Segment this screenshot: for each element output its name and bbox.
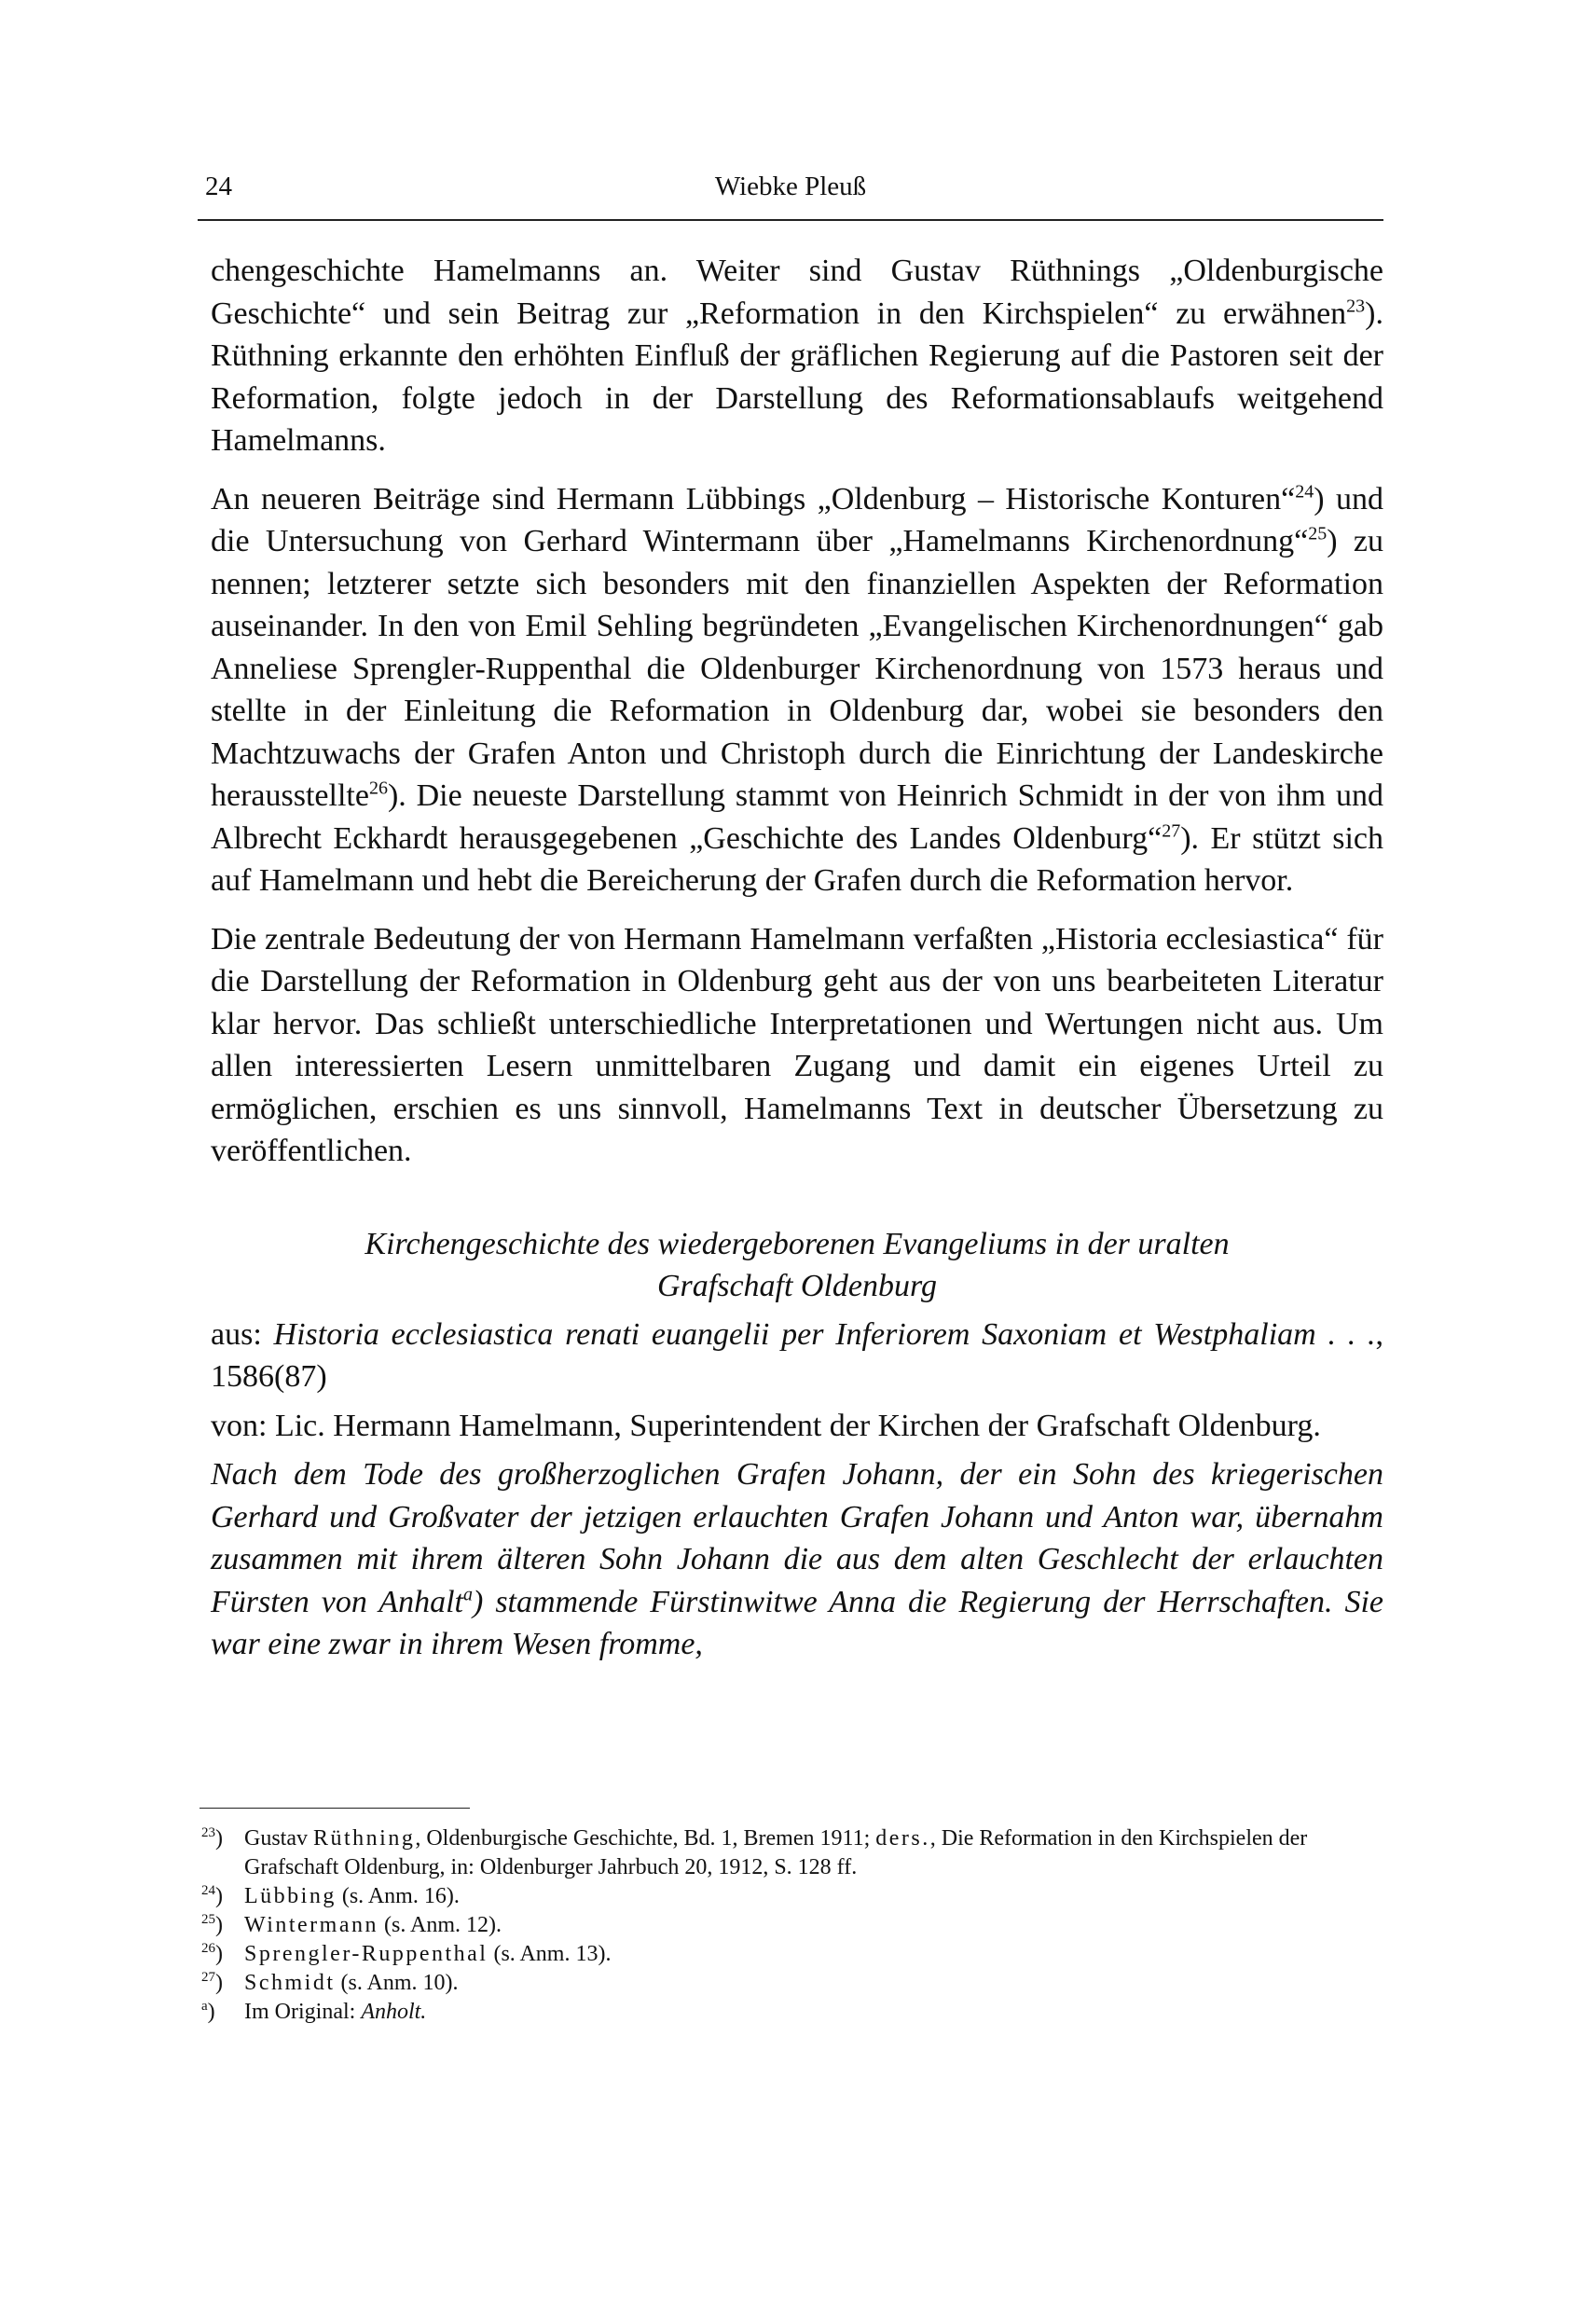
- running-title: Wiebke Pleuß: [714, 172, 867, 201]
- footnote-23: $^{23}$) Gustav Rüthning, Oldenburgische Geschichte, Bd. 1, Bremen 1911; ders., Die Reformation in den Kirchspielen der Grafschaft Oldenburg, in: Oldenburger Jahrbuch 20, 1912, S. 128 ff.: [201, 1825, 1308, 1879]
- footnote-ref-24[interactable]: 24: [1295, 481, 1314, 502]
- footnote-rule: [200, 1808, 470, 1809]
- footnote-ref-a[interactable]: a: [462, 1584, 473, 1605]
- page-number: 24: [205, 172, 232, 201]
- footnote-25: $^{25}$) Wintermann (s. Anm. 12).: [201, 1912, 502, 1937]
- footnote-ref-25[interactable]: 25: [1308, 523, 1328, 544]
- author-line: von: Lic. Hermann Hamelmann, Superintendent der Kirchen der Grafschaft Oldenburg.: [211, 1408, 1321, 1443]
- footnote-26: $^{26}$) Sprengler-Ruppenthal (s. Anm. 13).: [201, 1941, 612, 1966]
- footnotes: [200, 1824, 1383, 2027]
- section-title: Kirchengeschichte des wiedergeborenen Evangeliums in der uralten Grafschaft Oldenburg: [365, 1226, 1230, 1303]
- page-header: [198, 172, 1383, 218]
- paragraph-3: Die zentrale Bedeutung der von Hermann Hamelmann verfaßten „Historia ecclesiastica“ für die Darstellung der Reformation in Oldenburg geht aus der von uns bearbeiteten Literatur klar hervor. Das schließt unterschiedliche Interpretationen und Wertungen nicht aus. Um allen interessierten Lesern unmittelbaren Zugang und damit ein eigenes Urteil zu ermöglichen, erschien es uns sinnvoll, Hamelmanns Text in deutscher Übersetzung zu veröffentlichen.: [211, 921, 1383, 1168]
- footnote-ref-27[interactable]: 27: [1162, 820, 1181, 842]
- main-text: [211, 250, 1383, 1682]
- header-rule: [198, 219, 1383, 221]
- source-line: aus: Historia ecclesiastica renati euangelii per Inferiorem Saxoniam et Westphaliam . . ., 1586(87): [211, 1316, 1383, 1394]
- translation-text: Nach dem Tode des großherzoglichen Grafen Johann, der ein Sohn des kriegerischen Gerhard und Großvater der jetzigen erlauchten Grafen Johann und Anton war, übernahm zusammen mit ihrem älteren Sohn Johann die aus dem alten Geschlecht der erlauchten Fürsten von Anhalt$^a$) stammende Fürstinwitwe Anna die Regierung der Herrschaften. Sie war eine zwar in ihrem Wesen fromme,: [211, 1457, 1384, 1661]
- footnote-ref-23[interactable]: 23: [1346, 296, 1366, 317]
- paragraph-2: An neueren Beiträge sind Hermann Lübbings „Oldenburg – Historische Konturen“$^{24}$) und die Untersuchung von Gerhard Wintermann über „Hamelmanns Kirchenordnung“$^{25}$) zu nennen; letzterer setzte sich besonders mit den finanziellen Aspekten der Reformation auseinander. In den von Emil Sehling begründeten „Evangelischen Kirchenordnungen“ gab Anneliese Sprengler-Ruppenthal die Oldenburger Kirchenordnung von 1573 heraus und stellte in der Einleitung die Reformation in Oldenburg dar, wobei sie besonders den Machtzuwachs der Grafen Anton und Christoph durch die Einrichtung der Landeskirche herausstellte$^{26}$). Die neueste Darstellung stammt von Heinrich Schmidt in der von ihm und Albrecht Eckhardt herausgegebenen „Geschichte des Landes Oldenburg“$^{27}$). Er stützt sich auf Hamelmann und hebt die Bereicherung der Grafen durch die Reformation hervor.: [211, 481, 1383, 898]
- footnote-a: $^a$) Im Original: Anholt.: [201, 1999, 427, 2024]
- footnote-27: $^{27}$) Schmidt (s. Anm. 10).: [201, 1970, 459, 1995]
- footnote-ref-26[interactable]: 26: [368, 778, 388, 799]
- footnote-24: $^{24}$) Lübbing (s. Anm. 16).: [201, 1883, 460, 1908]
- paragraph-1: chengeschichte Hamelmanns an. Weiter sind Gustav Rüthnings „Oldenburgische Geschichte“ und sein Beitrag zur „Reformation in den Kirchspielen“ zu erwähnen$^{23}$). Rüthning erkannte den erhöhten Einfluß der gräflichen Regierung auf die Pastoren seit der Reformation, folgte jedoch in der Darstellung des Reformationsablaufs weitgehend Hamelmanns.: [211, 254, 1383, 458]
